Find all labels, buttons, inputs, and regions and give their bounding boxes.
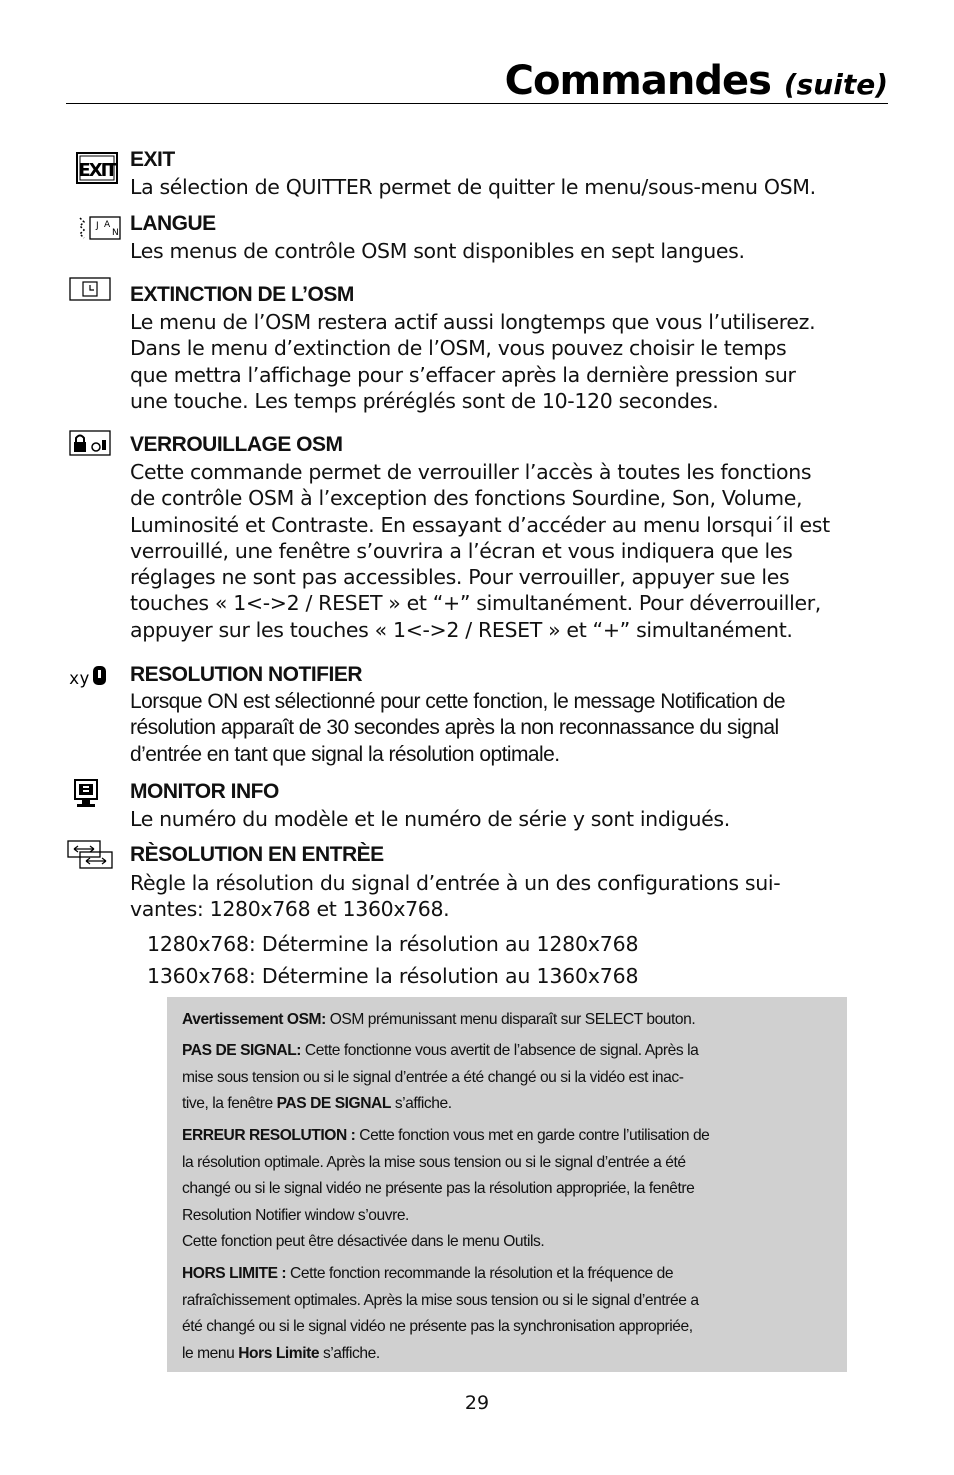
body-line: Dans le menu d’extinction de l’OSM, vous pouvez choisir le temps [130, 336, 787, 361]
note-resolution-error [182, 1123, 709, 1256]
section-title: VERROUILLAGE OSM [130, 433, 343, 456]
note-text: été changé ou si le signal vidéo ne présente pas la synchronisation appropriée, [182, 1318, 693, 1336]
section-body [130, 309, 900, 414]
note-text: rafraîchissement optimales. Après la mise sous tension ou si le signal d’entrée a [182, 1291, 699, 1309]
body-line: La sélection de QUITTER permet de quitter le menu/sous-menu OSM. [130, 175, 816, 199]
note-label: Avertissement OSM: [182, 1011, 326, 1028]
body-line: résolution apparaît de 30 secondes après la non reconnassance du signal [130, 716, 779, 740]
option-1280x768: 1280x768: Détermine la résolution au 1280x768 [147, 932, 639, 956]
body-line: Luminosité et Contraste. En essayant d’accéder au menu lorsqui´il est [130, 512, 830, 537]
svg-text:J: J [96, 221, 99, 231]
body-line: d’entrée en tant que signal la résolution optimale. [130, 742, 560, 766]
note-text: Resolution Notifier window s’ouvre. [182, 1206, 409, 1224]
exit-icon [66, 151, 122, 185]
section-title: EXIT [130, 148, 175, 171]
note-text: la résolution optimale. Après la mise sous tension ou si le signal d’entrée a été [182, 1153, 686, 1171]
body-line: Règle la résolution du signal d’entrée à un des configurations sui- [130, 871, 781, 895]
section-title: RESOLUTION NOTIFIER [130, 663, 362, 686]
section-body [130, 870, 900, 923]
language-icon [66, 212, 122, 246]
note-no-signal [182, 1038, 698, 1118]
osm-turn-off-icon [66, 275, 122, 309]
section-body [130, 689, 900, 768]
header-rule [66, 103, 888, 104]
body-line: une touche. Les temps préréglés sont de 10-120 secondes. [130, 388, 719, 413]
note-text: Cette fonction recommande la résolution et la fréquence de [286, 1265, 674, 1282]
page-number: 29 [464, 1392, 490, 1414]
note-label: HORS LIMITE : [182, 1265, 287, 1282]
body-line: Le menu de l’OSM restera actif aussi longtemps que vous l’utiliserez. [130, 310, 816, 334]
body-line: Cette commande permet de verrouiller l’accès à toutes les fonctions [130, 460, 812, 484]
section-title: RÈSOLUTION EN ENTRÈE [130, 843, 384, 866]
note-osm-warning [182, 1007, 695, 1034]
resolution-notifier-icon [66, 660, 122, 694]
note-text: s’affiche. [390, 1095, 452, 1113]
note-emphasis: PAS DE SIGNAL [276, 1095, 391, 1113]
note-text: Cette fonction peut être désactivée dans le menu Outils. [182, 1233, 545, 1251]
svg-text:A: A [104, 220, 111, 230]
body-line: que mettra l’affichage pour s’effacer après la dernière pression sur [130, 362, 796, 387]
note-label: ERREUR RESOLUTION : [182, 1127, 356, 1144]
note-text: le menu [182, 1344, 239, 1362]
note-text: Cette fonctionne vous avertit de l’absence de signal. Après la [301, 1042, 699, 1059]
body-line: appuyer sur les touches « 1<->2 / RESET » et “+” simultanément. [130, 617, 793, 642]
option-1360x768: 1360x768: Détermine la résolution au 1360x768 [147, 964, 639, 988]
section-title: EXTINCTION DE L’OSM [130, 283, 354, 306]
body-line: Le numéro du modèle et le numéro de série y sont indigués. [130, 807, 730, 831]
body-line: Les menus de contrôle OSM sont disponibles en sept langues. [130, 239, 745, 263]
body-line: réglages ne sont pas accessibles. Pour verrouiller, appuyer sue les [130, 565, 790, 590]
section-title: MONITOR INFO [130, 780, 279, 803]
note-label: PAS DE SIGNAL: [182, 1042, 302, 1059]
note-text: Cette fonction vous met en garde contre l’utilisation de [355, 1127, 710, 1144]
section-title: LANGUE [130, 212, 216, 235]
body-line: de contrôle OSM à l’exception des fonctions Sourdine, Son, Volume, [130, 486, 803, 511]
section-body [130, 459, 900, 643]
svg-text:N: N [112, 228, 119, 238]
body-line: verrouillé, une fenêtre s’ouvrira a l’écran et vous indiquera que les [130, 538, 793, 563]
note-text: mise sous tension ou si le signal d’entrée a été changé ou si la vidéo est inac- [182, 1068, 684, 1086]
note-box [167, 997, 847, 1372]
title-main: Commandes [504, 58, 771, 104]
section-body [130, 174, 900, 200]
svg-text:xy: xy [69, 669, 90, 689]
section-body [130, 806, 900, 832]
note-text: s’affiche. [319, 1344, 380, 1362]
monitor-info-icon [66, 777, 122, 811]
body-line: touches « 1<->2 / RESET » et “+” simultanément. Pour déverrouiller, [130, 591, 821, 616]
input-resolution-icon [66, 838, 122, 872]
title-suffix: (suite) [783, 68, 888, 101]
svg-text:EXIT: EXIT [78, 160, 116, 181]
body-line: Lorsque ON est sélectionné pour cette fonction, le message Notification de [130, 690, 786, 713]
page-title [505, 58, 888, 104]
body-line: vantes: 1280x768 et 1360x768. [130, 897, 450, 922]
note-text: tive, la fenêtre [182, 1095, 277, 1113]
note-out-of-range [182, 1261, 699, 1367]
note-emphasis: Hors Limite [238, 1344, 320, 1362]
note-text: OSM prémunissant menu disparaît sur SELECT bouton. [325, 1011, 696, 1028]
lock-icon [66, 428, 122, 462]
section-body [130, 238, 900, 264]
note-text: changé ou si le signal vidéo ne présente pas la résolution appropriée, la fenêtre [182, 1180, 695, 1198]
